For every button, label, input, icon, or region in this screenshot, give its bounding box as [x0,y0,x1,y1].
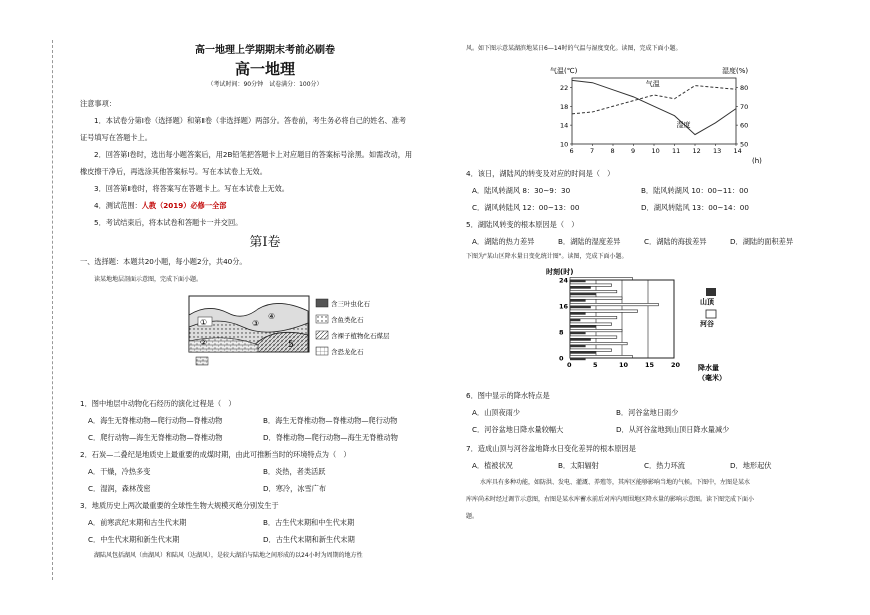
q4-option-c[interactable]: C．湖风转陆风 12：00~13：00 [472,203,580,212]
bar-y-tick-label: 0 [559,354,564,363]
exam-info: （考试时间：90分钟 试卷满分：100分） [207,81,323,88]
bar-valley [570,310,638,312]
annotation-humidity: 湿度 [676,121,691,130]
x-tick-label: 6 [569,147,574,155]
notes-title: 注意事项： [80,99,116,108]
legend-fish: 含鱼类化石 [331,316,364,324]
bar-valley [570,355,632,357]
q3-option-c[interactable]: C．中生代末期和新生代末期 [88,535,180,544]
reservoir-intro-3: 题。 [466,513,479,520]
note-2b: 橡皮擦干净后，再选涂其他答案标号。写在本试卷上无效。 [80,167,267,176]
region-label-5: 5 [288,340,294,350]
bar-summit [570,338,591,340]
x-tick-label: 12 [692,147,701,155]
strata-profile-figure [188,295,428,385]
bar-x-tick-label: 5 [593,361,598,369]
temp-humidity-chart [546,60,776,164]
bar-summit [570,312,586,314]
q7-option-c[interactable]: C．热力环流 [644,461,685,470]
y-left-tick-label: 18 [560,102,569,111]
bar-summit [570,325,596,327]
note-1a: 1．本试卷分第Ⅰ卷（选择题）和第Ⅱ卷（非选择题）两部分。答卷前，考生务必将自己的姓名、准考 [94,116,407,125]
q6-option-c[interactable]: C．河谷盆地日降水量较幅大 [472,425,564,434]
subject-title: 高一地理 [234,60,295,78]
question-1: 1．图中地层中动物化石经历的演化过程是（ ） [80,399,236,408]
question-3: 3．地质历史上两次最重要的全球性生物大规模灭绝分别发生于 [80,501,279,510]
q5-option-c[interactable]: C．湖陆的海拔差异 [644,237,707,246]
x-tick-label: 10 [651,147,660,155]
series-line-humidity [572,86,736,114]
bar-valley [570,284,612,286]
q1-option-d[interactable]: D．脊椎动物—爬行动物—海生无脊椎动物 [263,433,398,442]
q3-option-b[interactable]: B．古生代末期和中生代末期 [263,518,355,527]
q2-option-d[interactable]: D．寒冷，冰雪广布 [263,484,327,493]
legend-valley: 河谷 [700,320,714,328]
bar-summit [570,332,586,334]
x-tick-label: 9 [631,147,636,155]
bar-summit [570,306,591,308]
legend-summit: 山顶 [700,298,714,306]
series-line-temperature [572,80,736,134]
x-tick-label: 7 [590,147,595,155]
binding-line [52,40,53,580]
y-right-tick-label: 60 [740,121,749,130]
question-2: 2．石炭—二叠纪是地质史上最重要的成煤时期，由此可推断当时的环境特点为（ ） [80,450,351,459]
chart-axes [560,78,748,155]
bar-y-tick-label: 8 [559,328,564,337]
q2-option-c[interactable]: C．湿润，森林茂密 [88,484,151,493]
bar-x-tick-label: 15 [645,361,655,369]
q5-option-a[interactable]: A．湖陆的热力差异 [472,237,535,246]
q4-option-d[interactable]: D．湖风转陆风 13：00~14：00 [641,203,749,212]
bar-x-tick-label: 20 [671,361,681,369]
x-tick-label: 14 [733,147,742,155]
chart-series [572,79,736,135]
question-6: 6．图中显示的降水特点是 [466,391,550,400]
q1-option-b[interactable]: B．海生无脊椎动物—脊椎动物—爬行动物 [263,416,398,425]
bar-valley [570,277,632,279]
reservoir-intro-1: 水库具有多种功能，如防洪、发电、灌溉、养殖等，其库区能够影响当地的气候。下图中，左图是某水 [480,479,751,486]
x-tick-label: 11 [672,147,681,155]
lake-breeze-intro: 湖陆风包括湖风（由湖风）和陆风（达湖风），是较大湖泊与陆地之间形成的以24小时为周期的地方性 [94,552,363,559]
legend-swatch-dinosaur [316,347,328,355]
q1-option-c[interactable]: C．爬行动物—海生无脊椎动物—脊椎动物 [88,433,223,442]
bar-valley [570,342,627,344]
q5-option-b[interactable]: B．湖陆的湿度差异 [558,237,621,246]
region-label-2: ② [200,338,208,347]
bar-valley [570,303,658,305]
q3-option-a[interactable]: A．前寒武纪末期和古生代末期 [88,518,187,527]
legend-swatch-fish [316,315,328,323]
y-right-tick-label: 50 [740,140,749,149]
section-instruction: 一、选择题：本题共20小题，每小题2分，共40分。 [80,257,247,266]
note-1b: 证号填写在答题卡上。 [80,133,152,142]
y-right-tick-label: 70 [740,102,749,111]
legend-swatch-valley [706,310,716,318]
bar-summit [570,358,586,360]
q3-option-d[interactable]: D．古生代末期和新生代末期 [263,535,355,544]
q4-option-b[interactable]: B．陆风转湖风 10：00~11：00 [641,186,749,195]
bar-valley [570,349,612,351]
legend-gymnosperm: 含裸子植物化石煤层 [331,332,390,340]
note-2a: 2．回答第Ⅰ卷时，选出每小题答案后，用2B铅笔把答题卡上对应题目的答案标号涂黑。如需改动，用 [94,150,413,159]
note-4 [94,202,226,209]
reservoir-intro-2: 库库尚未时经过调节示意图，右图是某水库蓄水前后对库内周围地区降水量的影响示意图。读下图完成下面小 [466,496,755,503]
legend-swatch-fish2 [196,357,208,365]
note-3: 3．回答第Ⅱ卷时，将答案写在答题卡上。写在本试卷上无效。 [94,184,289,193]
y-left-tick-label: 10 [560,140,569,149]
x-axis-unit: (h) [752,157,762,164]
legend-swatch-gymnosperm [316,331,328,339]
legend-swatch-trilobite [316,299,328,307]
bar-valley [570,290,617,292]
q6-option-a[interactable]: A．山顶夜雨少 [472,408,521,417]
annotation-temperature: 气温 [645,80,660,89]
bar-y-tick-label: 16 [559,302,569,311]
bar-valley [570,323,612,325]
question-4: 4．该日，湖陆风的转变及对应的时间是（ ） [466,169,615,178]
bar-x-axis-label-1: 降水量 [698,364,719,372]
figure3-intro: 下图为"某山区降水量日变化统计图"。读图，完成下面小题。 [466,253,628,260]
legend-dinosaur: 含恐龙化石 [331,348,364,356]
q7-option-a[interactable]: A．植被状况 [472,461,513,470]
bar-y-axis-label: 时刻(时) [546,268,574,276]
figure1-intro: 读某地地层剖面示意图，完成下面小题。 [94,276,203,283]
q7-option-d[interactable]: D．地形起伏 [730,461,772,470]
bar-valley [570,329,622,331]
bar-marks [570,277,658,360]
bar-summit [570,293,596,295]
q5-option-d[interactable]: D．湖陆的面积差异 [730,237,794,246]
q6-option-d[interactable]: D．从河谷盆地到山顶日降水量减少 [616,425,730,434]
legend-swatch-summit [706,288,716,296]
lake-breeze-intro-cont: 风。如下图示意某湖滨地某日6—14时的气温与湿度变化。读图，完成下面小题。 [466,45,682,52]
exam-title: 高一地理上学期期末考前必刷卷 [195,45,335,56]
question-5: 5．湖陆风转变的根本原因是（ ） [466,220,579,229]
bar-valley [570,336,617,338]
y-left-axis-label: 气温(℃) [550,67,578,75]
x-tick-label: 13 [713,147,722,155]
y-left-tick-label: 22 [560,83,569,92]
bar-x-axis-label-2: （毫米） [698,374,726,382]
q2-option-a[interactable]: A．干燥，冷热多变 [88,467,151,476]
q1-option-a[interactable]: A．海生无脊椎动物—爬行动物—脊椎动物 [88,416,223,425]
note-4-prefix: 4．测试范围： [94,201,142,210]
q2-option-b[interactable]: B．炎热，者类活跃 [263,467,326,476]
y-right-tick-label: 80 [740,83,749,92]
bar-summit [570,345,586,347]
section-title: 第Ⅰ卷 [249,235,281,250]
bar-valley [570,316,617,318]
q6-option-b[interactable]: B．河谷盆地日雨少 [616,408,679,417]
bar-y-tick-label: 24 [559,276,569,285]
note-5: 5．考试结束后，将本试卷和答题卡一并交回。 [94,218,243,227]
precipitation-chart [546,266,746,382]
bar-summit [570,351,596,353]
y-left-tick-label: 14 [560,121,569,130]
region-label-1: ① [200,318,208,327]
legend-trilobite: 含三叶虫化石 [331,300,370,308]
question-7: 7．造成山顶与河谷盆地降水日变化差异的根本原因是 [466,444,636,453]
q7-option-b[interactable]: B．太阳辐射 [558,461,599,470]
bar-summit [570,286,591,288]
q4-option-a[interactable]: A．陆风转湖风 8：30~9：30 [472,186,571,195]
test-scope: 人教（2019）必修一全部 [141,201,227,210]
bar-summit [570,280,586,282]
bar-summit [570,319,580,321]
x-tick-label: 8 [610,147,615,155]
y-right-axis-label: 湿度(%) [722,67,749,75]
bar-x-tick-label: 10 [619,361,629,369]
region-label-4: ④ [268,312,276,321]
region-label-3: ③ [252,319,260,328]
bar-x-tick-label: 0 [567,361,572,369]
bar-summit [570,299,586,301]
bar-valley [570,297,622,299]
